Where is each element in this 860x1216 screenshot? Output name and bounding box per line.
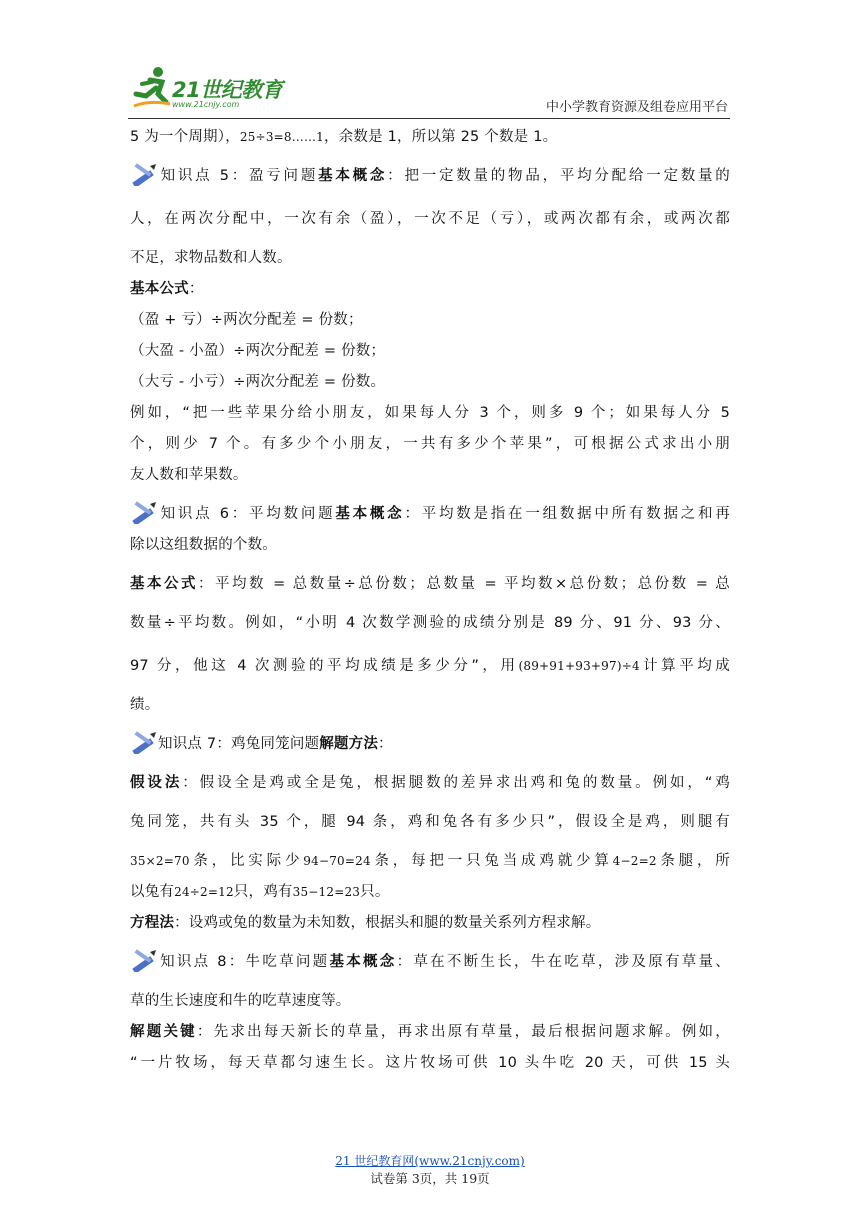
text-line: 35×2=70条，比实际少94−70=24条，每把一只兔当成鸡就少算4−2=2条腿，所 (130, 853, 730, 869)
math-expression: 25÷3=8……1 (239, 130, 324, 144)
text-line: 数量÷平均数。例如，“小明 4 次数学测验的成绩分别是 89 分、91 分、93 分、 (130, 615, 730, 631)
formula-line: （盈 + 亏）÷两次分配差 = 份数； (130, 312, 363, 328)
footer-site-link[interactable]: 21 世纪教育网(www.21cnjy.com) (335, 1154, 525, 1168)
pencil-ruler-icon (130, 162, 158, 186)
text-line: “一片牧场，每天草都匀速生长。这片牧场可供 10 头牛吃 20 天，可供 15 头 (130, 1055, 730, 1071)
math-expression: 24÷2=12 (174, 885, 234, 899)
text-line: 绩。 (130, 697, 160, 713)
formula-label: 基本公式： (130, 281, 204, 297)
formula-line: （大盈 - 小盈）÷两次分配差 = 份数； (130, 343, 386, 359)
text-line: 不足，求物品数和人数。 (130, 250, 292, 266)
math-expression: 35×2=70 (130, 854, 190, 868)
text-line: 除以这组数据的个数。 (130, 537, 277, 553)
runner-logo-icon (128, 62, 174, 116)
math-expression: 35−12=23 (292, 885, 361, 899)
content-body (130, 122, 730, 1079)
text-line: 97 分，他这 4 次测验的平均成绩是多少分”，用(89+91+93+97)÷4计算平均成 (130, 658, 730, 674)
platform-title: 中小学教育资源及组卷应用平台 (545, 100, 728, 115)
logo-url: www.21cnjy.com (172, 100, 240, 109)
pencil-ruler-icon (130, 948, 158, 972)
math-expression: (89+91+93+97)÷4 (518, 659, 640, 673)
knowledge-point-5-heading: 知识点 5：盈亏问题基本概念：把一定数量的物品，平均分配给一定数量的 (130, 161, 730, 192)
text-line: 以兔有24÷2=12只，鸡有35−12=23只。 (130, 884, 390, 900)
footer-page-number: 试卷第 3页，共 19页 (370, 1171, 490, 1186)
math-expression: 4−2=2 (612, 854, 657, 868)
text-line: 方程法：设鸡或兔的数量为未知数，根据头和腿的数量关系列方程求解。 (130, 915, 601, 931)
pencil-ruler-icon (130, 730, 158, 754)
page-header (128, 62, 730, 120)
text-line: 兔同笼，共有头 35 个，腿 94 条，鸡和兔各有多少只”，假设全是鸡，则腿有 (130, 814, 730, 830)
text-line: 解题关键：先求出每天新长的草量，再求出原有草量，最后根据问题求解。例如， (130, 1024, 730, 1040)
knowledge-point-7-heading: 知识点 7：鸡兔同笼问题解题方法： (130, 729, 730, 760)
logo (128, 62, 288, 116)
text-line: 个，则少 7 个。有多少个小朋友，一共有多少个苹果”，可根据公式求出小朋 (130, 436, 730, 452)
text-line: 5 为一个周期），25÷3=8……1，余数是 1，所以第 25 个数是 1。 (130, 129, 558, 145)
formula-line: （大亏 - 小亏）÷两次分配差 = 份数。 (130, 374, 386, 390)
pencil-ruler-icon (130, 500, 158, 524)
logo-wordmark: 21世纪教育 (172, 78, 283, 102)
math-expression: 94−70=24 (303, 854, 371, 868)
text-line: 例如，“把一些苹果分给小朋友，如果每人分 3 个，则多 9 个；如果每人分 5 (130, 405, 730, 421)
knowledge-point-8-heading: 知识点 8：牛吃草问题基本概念：草在不断生长，牛在吃草，涉及原有草量、 (130, 947, 730, 978)
text-line: 人，在两次分配中，一次有余（盈），一次不足（亏），或两次都有余，或两次都 (130, 211, 730, 227)
text-line: 假设法：假设全是鸡或全是兔，根据腿数的差异求出鸡和兔的数量。例如，“鸡 (130, 775, 730, 791)
knowledge-point-6-heading: 知识点 6：平均数问题基本概念：平均数是指在一组数据中所有数据之和再 (130, 499, 730, 530)
text-line: 基本公式：平均数 = 总数量÷总份数；总数量 = 平均数×总份数；总份数 = 总 (130, 576, 730, 592)
text-line: 友人数和苹果数。 (130, 467, 248, 483)
header-divider (128, 118, 730, 119)
text-line: 草的生长速度和牛的吃草速度等。 (130, 993, 351, 1009)
